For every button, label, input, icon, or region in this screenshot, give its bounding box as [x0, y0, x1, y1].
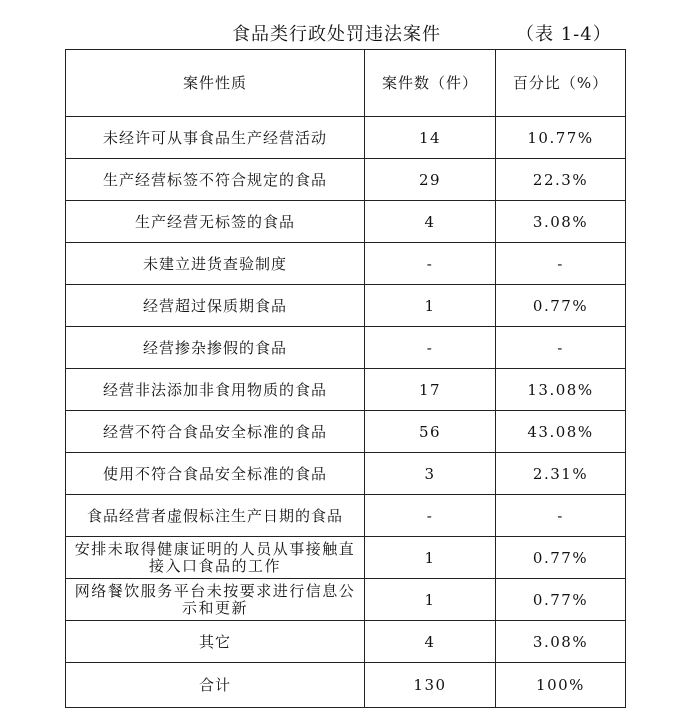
percentage-cell: 3.08% — [496, 201, 626, 243]
percentage-cell: - — [496, 243, 626, 285]
case-nature-cell: 未经许可从事食品生产经营活动 — [66, 117, 365, 159]
case-count-cell: 56 — [365, 411, 496, 453]
percentage-cell: 0.77% — [496, 537, 626, 579]
table-row — [66, 117, 626, 159]
case-count-cell: - — [365, 327, 496, 369]
case-nature-cell: 未建立进货查验制度 — [66, 243, 365, 285]
case-count-cell: 29 — [365, 159, 496, 201]
percentage-cell: 0.77% — [496, 285, 626, 327]
total-percentage: 100% — [496, 663, 626, 708]
case-count-cell: 1 — [365, 537, 496, 579]
case-nature-cell: 网络餐饮服务平台未按要求进行信息公示和更新 — [66, 579, 365, 621]
case-nature-cell: 经营不符合食品安全标准的食品 — [66, 411, 365, 453]
table-row — [66, 621, 626, 663]
header-case-nature: 案件性质 — [66, 50, 365, 117]
table-row — [66, 327, 626, 369]
case-nature-cell: 经营超过保质期食品 — [66, 285, 365, 327]
case-nature-cell: 生产经营标签不符合规定的食品 — [66, 159, 365, 201]
case-nature-cell: 使用不符合食品安全标准的食品 — [66, 453, 365, 495]
percentage-cell: - — [496, 495, 626, 537]
table-number: （表 1-4） — [516, 24, 612, 45]
table-row — [66, 411, 626, 453]
percentage-cell: 2.31% — [496, 453, 626, 495]
case-nature-cell: 经营掺杂掺假的食品 — [66, 327, 365, 369]
case-count-cell: 3 — [365, 453, 496, 495]
title-bar — [0, 16, 700, 46]
percentage-cell: 0.77% — [496, 579, 626, 621]
percentage-cell: 3.08% — [496, 621, 626, 663]
case-count-cell: 1 — [365, 579, 496, 621]
header-percentage: 百分比（%） — [496, 50, 626, 117]
percentage-cell: 10.77% — [496, 117, 626, 159]
case-count-cell: - — [365, 243, 496, 285]
total-row — [66, 663, 626, 708]
case-count-cell: 4 — [365, 621, 496, 663]
table-row — [66, 285, 626, 327]
case-count-cell: 4 — [365, 201, 496, 243]
case-count-cell: 1 — [365, 285, 496, 327]
table-title: 食品类行政处罚违法案件 — [232, 24, 441, 45]
violation-cases-table — [65, 49, 626, 708]
percentage-cell: - — [496, 327, 626, 369]
case-nature-cell: 其它 — [66, 621, 365, 663]
percentage-cell: 22.3% — [496, 159, 626, 201]
table-row — [66, 579, 626, 621]
case-nature-cell: 经营非法添加非食用物质的食品 — [66, 369, 365, 411]
table-row — [66, 453, 626, 495]
table-row — [66, 369, 626, 411]
percentage-cell: 43.08% — [496, 411, 626, 453]
case-nature-cell: 食品经营者虚假标注生产日期的食品 — [66, 495, 365, 537]
case-count-cell: 17 — [365, 369, 496, 411]
case-nature-cell: 生产经营无标签的食品 — [66, 201, 365, 243]
header-case-count: 案件数（件） — [365, 50, 496, 117]
table-row — [66, 243, 626, 285]
table-row — [66, 159, 626, 201]
total-count: 130 — [365, 663, 496, 708]
table-row — [66, 537, 626, 579]
case-nature-cell: 安排未取得健康证明的人员从事接触直接入口食品的工作 — [66, 537, 365, 579]
case-count-cell: - — [365, 495, 496, 537]
table-row — [66, 495, 626, 537]
case-count-cell: 14 — [365, 117, 496, 159]
total-label: 合计 — [66, 663, 365, 708]
header-row — [66, 50, 626, 117]
percentage-cell: 13.08% — [496, 369, 626, 411]
table-row — [66, 201, 626, 243]
